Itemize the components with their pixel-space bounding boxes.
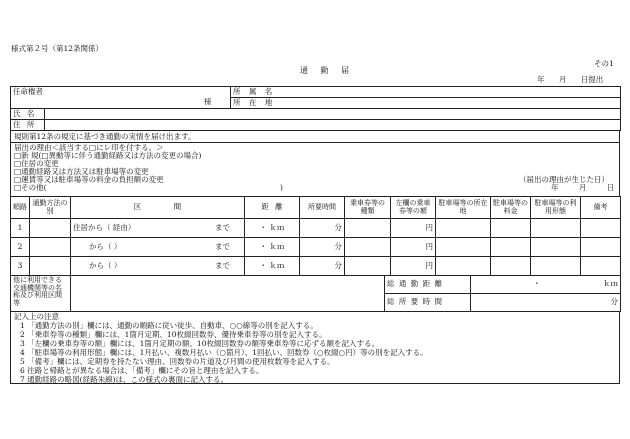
table-row bbox=[11, 257, 621, 276]
parking-fee-cell[interactable] bbox=[491, 257, 531, 276]
ticket-type-cell[interactable] bbox=[345, 219, 391, 238]
time-cell[interactable]: 分 bbox=[300, 257, 345, 276]
parking-location-cell[interactable] bbox=[436, 257, 491, 276]
reason-other-close: ) bbox=[280, 183, 283, 192]
section-to: まで bbox=[215, 241, 230, 251]
other-transport-label: 他に利用できる交通機関等の名称及び利用区間等 bbox=[11, 276, 71, 312]
location-label: 所 在 地 bbox=[231, 98, 621, 109]
parking-usage-cell[interactable] bbox=[531, 257, 581, 276]
fare-cell[interactable]: 円 bbox=[391, 257, 436, 276]
row-number: 3 bbox=[11, 257, 30, 276]
fare-cell[interactable]: 円 bbox=[391, 219, 436, 238]
parking-location-cell[interactable] bbox=[436, 219, 491, 238]
total-distance-label: 総 通 勤 距 離 bbox=[385, 276, 471, 294]
page-label: その1 bbox=[594, 59, 614, 68]
section-from: から（ ） bbox=[89, 241, 122, 251]
reason-residence[interactable]: □住居の変更 bbox=[14, 159, 59, 168]
fare-cell[interactable]: 円 bbox=[391, 238, 436, 257]
section-from: から（ ） bbox=[89, 260, 122, 270]
submission-date: 年 月 日提出 bbox=[537, 75, 604, 84]
section-to: まで bbox=[215, 222, 230, 232]
address-field[interactable] bbox=[45, 120, 621, 131]
reason-new[interactable]: □新 規(□異動等に伴う通勤経路又は方法の変更の場合) bbox=[14, 151, 202, 160]
section-cell[interactable] bbox=[71, 219, 245, 238]
distance-cell[interactable]: ・ ｋｍ bbox=[245, 238, 300, 257]
other-transport-field[interactable] bbox=[71, 276, 385, 312]
section-from: 住居から（ 経由） bbox=[73, 222, 136, 232]
note-item: 4 「駐車場等の利用形態」欄には、1月払い、複数月払い（○箇月）、1回払い、回数券（○枚綴○円）等の別を記入する。 bbox=[20, 348, 428, 357]
address-label: 住 所 bbox=[11, 120, 45, 131]
section-cell[interactable] bbox=[71, 238, 245, 257]
remarks-cell[interactable] bbox=[581, 219, 621, 238]
notes-heading: 記入上の注意 bbox=[14, 312, 59, 321]
col-section: 区 間 bbox=[71, 197, 245, 219]
total-time-value[interactable]: 分 bbox=[471, 294, 621, 312]
col-order: 順路 bbox=[11, 197, 30, 219]
name-field[interactable] bbox=[45, 109, 621, 120]
note-item: 2 「乗車券等の種類」欄には、1箇月定期、10枚綴回数券、優待乗車券等の別を記入する。 bbox=[20, 330, 327, 339]
note-item: 5 「備考」欄には、定期券を持たない理由、回数券の片道及び月間の使用枚数等を記入する。 bbox=[20, 357, 335, 366]
occurred-label: （届出の理由が生じた日） bbox=[519, 175, 609, 184]
method-cell[interactable] bbox=[30, 219, 71, 238]
statement-text: 規則第12条の規定に基づき通勤の実情を届け出ます。 bbox=[14, 132, 196, 141]
time-cell[interactable]: 分 bbox=[300, 219, 345, 238]
col-ticket-amount: 左欄の乗車券等の額 bbox=[391, 197, 436, 219]
totals-table bbox=[10, 275, 621, 312]
reason-other[interactable]: □その他( bbox=[14, 183, 47, 192]
time-cell[interactable]: 分 bbox=[300, 238, 345, 257]
total-distance-value[interactable]: ・ ｋｍ bbox=[471, 276, 621, 294]
note-item: 7 通勤経路の略図(経路朱線)は、この様式の裏面に記入する。 bbox=[20, 375, 229, 384]
parking-usage-cell[interactable] bbox=[531, 238, 581, 257]
ticket-type-cell[interactable] bbox=[345, 238, 391, 257]
reason-route[interactable]: □通勤経路又は方法又は駐車場等の変更 bbox=[14, 167, 149, 176]
name-label: 氏 名 bbox=[11, 109, 45, 120]
section-cell[interactable] bbox=[71, 257, 245, 276]
form-title: 通 勤 届 bbox=[300, 66, 350, 75]
col-remarks: 備考 bbox=[581, 197, 621, 219]
appointer-table bbox=[10, 86, 621, 109]
table-row bbox=[11, 238, 621, 257]
method-cell[interactable] bbox=[30, 238, 71, 257]
reason-fare[interactable]: □運賃等又は駐車場等の料金の負担額の変更 bbox=[14, 175, 164, 184]
col-time: 所要時間 bbox=[300, 197, 345, 219]
distance-cell[interactable]: ・ ｋｍ bbox=[245, 219, 300, 238]
parking-fee-cell[interactable] bbox=[491, 219, 531, 238]
honorific: 様 bbox=[11, 98, 214, 109]
form-number: 様式第２号（第12条関係） bbox=[11, 44, 104, 53]
parking-usage-cell[interactable] bbox=[531, 219, 581, 238]
col-parking-usage: 駐車場等の利用形態 bbox=[531, 197, 581, 219]
person-table bbox=[10, 108, 621, 131]
section-to: まで bbox=[215, 260, 230, 270]
dept-label: 所 属 名 bbox=[231, 87, 621, 98]
notes-block bbox=[10, 311, 620, 384]
reason-lead: 届出の理由＜該当する□にレ印を付する。＞ bbox=[14, 143, 164, 152]
col-distance: 距 離 bbox=[245, 197, 300, 219]
col-method: 通勤方法の 別 bbox=[30, 197, 71, 219]
note-item: 3 「左欄の乗車券等の額」欄には、1箇月定期の額、10枚綴回数券の額等乗車券等に応ずる額を記入する。 bbox=[20, 339, 379, 348]
col-parking-fee: 駐車場等の料金 bbox=[491, 197, 531, 219]
occurred-date: 年 月 日 bbox=[551, 183, 615, 192]
table-row bbox=[11, 219, 621, 238]
parking-fee-cell[interactable] bbox=[491, 238, 531, 257]
row-number: 1 bbox=[11, 219, 30, 238]
col-parking-location: 駐車場等の所在地 bbox=[436, 197, 491, 219]
remarks-cell[interactable] bbox=[581, 257, 621, 276]
reasons-block bbox=[10, 130, 620, 197]
ticket-type-cell[interactable] bbox=[345, 257, 391, 276]
col-ticket-type: 乗車券等の種類 bbox=[345, 197, 391, 219]
note-item: 1 「通勤方法の別」欄には、通勤の順路に従い徒歩、自動車、○○線等の別を記入する。 bbox=[20, 321, 318, 330]
appointer-label: 任命権者 bbox=[11, 87, 214, 98]
parking-location-cell[interactable] bbox=[436, 238, 491, 257]
row-number: 2 bbox=[11, 238, 30, 257]
distance-cell[interactable]: ・ ｋｍ bbox=[245, 257, 300, 276]
route-table bbox=[10, 196, 621, 276]
total-time-label: 総 所 要 時 間 bbox=[385, 294, 471, 312]
method-cell[interactable] bbox=[30, 257, 71, 276]
remarks-cell[interactable] bbox=[581, 238, 621, 257]
note-item: 6 往路と帰路とが異なる場合は、「備考」欄にその旨と理由を記入する。 bbox=[20, 366, 264, 375]
